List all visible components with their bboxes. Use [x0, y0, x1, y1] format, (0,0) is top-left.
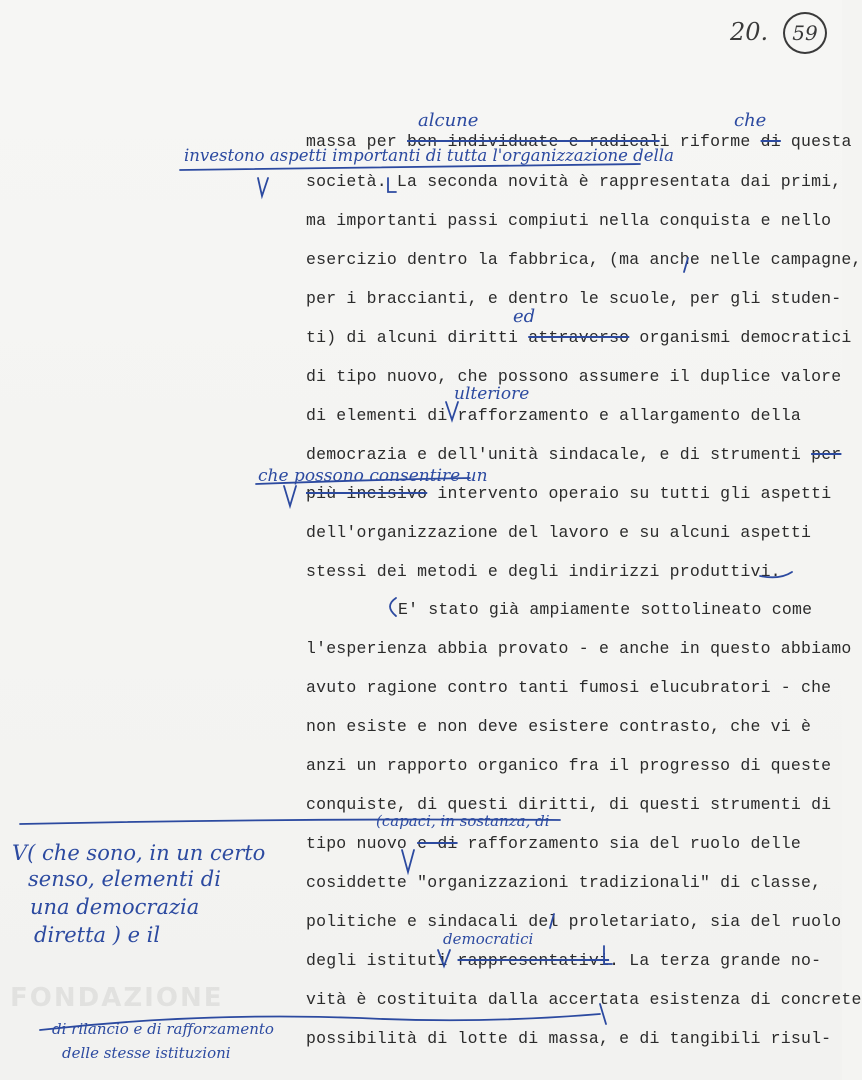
- text-line: [306, 445, 841, 465]
- handwritten-insert: alcune: [418, 110, 479, 131]
- text-line: l'esperienza abbia provato - e anche in questo abbiamo: [306, 639, 852, 658]
- struck-text: attraverso: [528, 328, 630, 347]
- handwritten-insert: democratici: [443, 930, 534, 948]
- handwritten-insert: che: [734, 110, 767, 131]
- text-line: [306, 834, 801, 854]
- text-line: di tipo nuovo, che possono assumere il duplice valore: [306, 367, 842, 386]
- struck-text: più incisivo: [306, 484, 428, 503]
- text-line: [306, 484, 831, 504]
- handwritten-insert: ed: [513, 306, 536, 327]
- text-line: per i braccianti, e dentro le scuole, per gli studen-: [306, 289, 842, 308]
- text-segment: degli istituti: [306, 951, 458, 970]
- text-line: politiche e sindacali del proletariato, sia del ruolo: [306, 912, 842, 931]
- text-line: società. La seconda novità è rappresentata dai primi,: [306, 172, 842, 191]
- handwritten-insert: ulteriore: [454, 384, 530, 404]
- text-segment: democrazia e dell'unità sindacale, e di strumenti: [306, 445, 812, 464]
- text-line: ma importanti passi compiuti nella conquista e nello: [306, 211, 832, 230]
- text-segment: intervento operaio su tutti gli aspetti: [427, 484, 832, 503]
- text-line: di elementi di rafforzamento e allargamento della: [306, 406, 801, 425]
- margin-note-line: V( che sono, in un certo: [12, 841, 266, 865]
- text-segment: massa per: [306, 132, 408, 151]
- text-segment: organismi democratici: [629, 328, 852, 347]
- text-line: avuto ragione contro tanti fumosi elucubratori - che: [306, 678, 832, 697]
- struck-text: rappresentativi: [457, 951, 610, 970]
- handwritten-insert: che possono consentire un: [258, 466, 488, 486]
- text-segment: questa: [780, 132, 852, 151]
- text-line: [306, 328, 852, 348]
- handwritten-insert: investono aspetti importanti di tutta l'organizzazione della: [184, 146, 674, 165]
- struck-text: e di: [417, 834, 458, 853]
- handwritten-insert: (capaci, in sostanza, di: [376, 812, 550, 830]
- watermark: FONDAZIONE: [10, 983, 224, 1013]
- text-segment: tipo nuovo: [306, 834, 418, 853]
- page-number: 20.: [730, 18, 769, 46]
- struck-text: di: [760, 132, 781, 151]
- margin-note-line: diretta ) e il: [34, 923, 161, 947]
- struck-text: ben individuate e radical: [407, 132, 660, 151]
- text-line: cosiddette "organizzazioni tradizionali" di classe,: [306, 873, 822, 892]
- insertion-caret: [258, 178, 268, 196]
- text-segment: rafforzamento sia del ruolo delle: [457, 834, 802, 853]
- margin-note-line: senso, elementi di: [28, 867, 221, 891]
- struck-text: per: [811, 445, 842, 464]
- page-number-circled: 59: [783, 12, 827, 54]
- text-line: possibilità di lotte di massa, e di tangibili risul-: [306, 1029, 832, 1048]
- text-line: [306, 951, 821, 971]
- margin-note-line: una democrazia: [30, 895, 200, 919]
- text-line: conquiste, di questi diritti, di questi strumenti di: [306, 795, 832, 814]
- text-segment: ti) di alcuni diritti: [306, 328, 529, 347]
- text-line: non esiste e non deve esistere contrasto, che vi è: [306, 717, 812, 736]
- insertion-caret: [284, 486, 296, 506]
- text-line: dell'organizzazione del lavoro e su alcuni aspetti: [306, 523, 812, 542]
- text-segment: . La terza grande no-: [609, 951, 822, 970]
- text-line: E' stato già ampiamente sottolineato come: [398, 600, 813, 619]
- paragraph-bracket: [390, 598, 396, 616]
- text-line: stessi dei metodi e degli indirizzi produttivi.: [306, 562, 781, 581]
- text-line: vità è costituita dalla accertata esistenza di concrete: [306, 990, 862, 1009]
- bottom-note-line: delle stesse istituzioni: [62, 1044, 231, 1062]
- text-line: esercizio dentro la fabbrica, (ma anche nelle campagne,: [306, 250, 862, 269]
- text-segment: i riforme: [659, 132, 761, 151]
- text-line: anzi un rapporto organico fra il progresso di queste: [306, 756, 832, 775]
- bottom-note-line: di rilancio e di rafforzamento: [52, 1020, 274, 1038]
